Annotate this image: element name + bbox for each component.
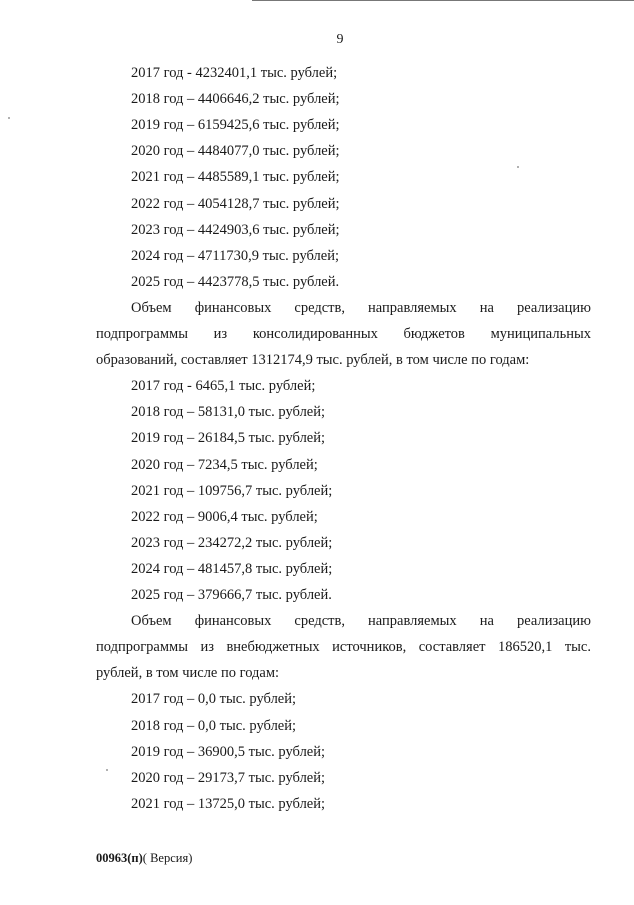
word: источников, <box>332 639 407 655</box>
word: бюджетов <box>403 326 465 342</box>
word: подпрограммы <box>96 639 188 655</box>
word: из <box>200 639 214 655</box>
word: средств, <box>294 300 345 316</box>
word: Объем <box>131 300 172 316</box>
funding-year-line: 2020 год – 7234,5 тыс. рублей; <box>131 457 318 473</box>
funding-year-line: 2020 год – 4484077,0 тыс. рублей; <box>131 143 340 159</box>
paragraph-line <box>96 638 591 656</box>
word: 186520,1 <box>497 639 553 655</box>
scan-speck <box>106 769 108 771</box>
scan-speck <box>517 166 519 168</box>
word: средств, <box>294 613 345 629</box>
page-number: 9 <box>336 32 344 47</box>
word: на <box>479 613 494 629</box>
word: финансовых <box>194 613 272 629</box>
funding-year-line: 2021 год – 4485589,1 тыс. рублей; <box>131 169 340 185</box>
paragraph-line <box>131 612 591 630</box>
document-code: 00963(п) <box>96 851 143 865</box>
word: составляет <box>418 639 486 655</box>
funding-year-line: 2019 год – 6159425,6 тыс. рублей; <box>131 117 340 133</box>
paragraph-line <box>131 299 591 317</box>
funding-year-line: 2025 год – 379666,7 тыс. рублей. <box>131 587 332 603</box>
word: реализацию <box>517 300 591 316</box>
header-rule <box>252 0 634 1</box>
funding-year-line: 2017 год - 6465,1 тыс. рублей; <box>131 378 316 394</box>
footer <box>96 851 192 866</box>
funding-year-line: 2021 год – 109756,7 тыс. рублей; <box>131 483 333 499</box>
funding-year-line: 2022 год – 4054128,7 тыс. рублей; <box>131 196 340 212</box>
word: на <box>479 300 494 316</box>
paragraph-line: рублей, в том числе по годам: <box>96 665 280 681</box>
funding-year-line: 2023 год – 4424903,6 тыс. рублей; <box>131 222 340 238</box>
funding-year-line: 2024 год – 4711730,9 тыс. рублей; <box>131 248 339 264</box>
word: Объем <box>131 613 172 629</box>
word: консолидированных <box>252 326 378 342</box>
word: тыс. <box>564 639 591 655</box>
word: подпрограммы <box>96 326 188 342</box>
funding-year-line: 2019 год – 26184,5 тыс. рублей; <box>131 430 326 446</box>
funding-year-line: 2018 год – 0,0 тыс. рублей; <box>131 718 297 734</box>
funding-year-line: 2017 год - 4232401,1 тыс. рублей; <box>131 65 338 81</box>
word: направляемых <box>368 300 457 316</box>
paragraph-line: образований, составляет 1312174,9 тыс. рублей, в том числе по годам: <box>96 352 530 368</box>
funding-year-line: 2018 год – 4406646,2 тыс. рублей; <box>131 91 340 107</box>
word: направляемых <box>368 613 457 629</box>
funding-year-line: 2022 год – 9006,4 тыс. рублей; <box>131 509 318 525</box>
funding-year-line: 2019 год – 36900,5 тыс. рублей; <box>131 744 326 760</box>
funding-year-line: 2023 год – 234272,2 тыс. рублей; <box>131 535 333 551</box>
funding-year-line: 2025 год – 4423778,5 тыс. рублей. <box>131 274 340 290</box>
funding-year-line: 2024 год – 481457,8 тыс. рублей; <box>131 561 333 577</box>
document-version: ( Версия) <box>142 851 193 865</box>
word: из <box>213 326 228 342</box>
funding-year-line: 2021 год – 13725,0 тыс. рублей; <box>131 796 326 812</box>
word: внебюджетных <box>226 639 320 655</box>
funding-year-line: 2020 год – 29173,7 тыс. рублей; <box>131 770 326 786</box>
word: финансовых <box>194 300 272 316</box>
funding-year-line: 2017 год – 0,0 тыс. рублей; <box>131 691 297 707</box>
paragraph-line <box>96 325 591 343</box>
word: реализацию <box>517 613 591 629</box>
word: муниципальных <box>490 326 591 342</box>
scan-speck <box>8 117 10 119</box>
funding-year-line: 2018 год – 58131,0 тыс. рублей; <box>131 404 326 420</box>
